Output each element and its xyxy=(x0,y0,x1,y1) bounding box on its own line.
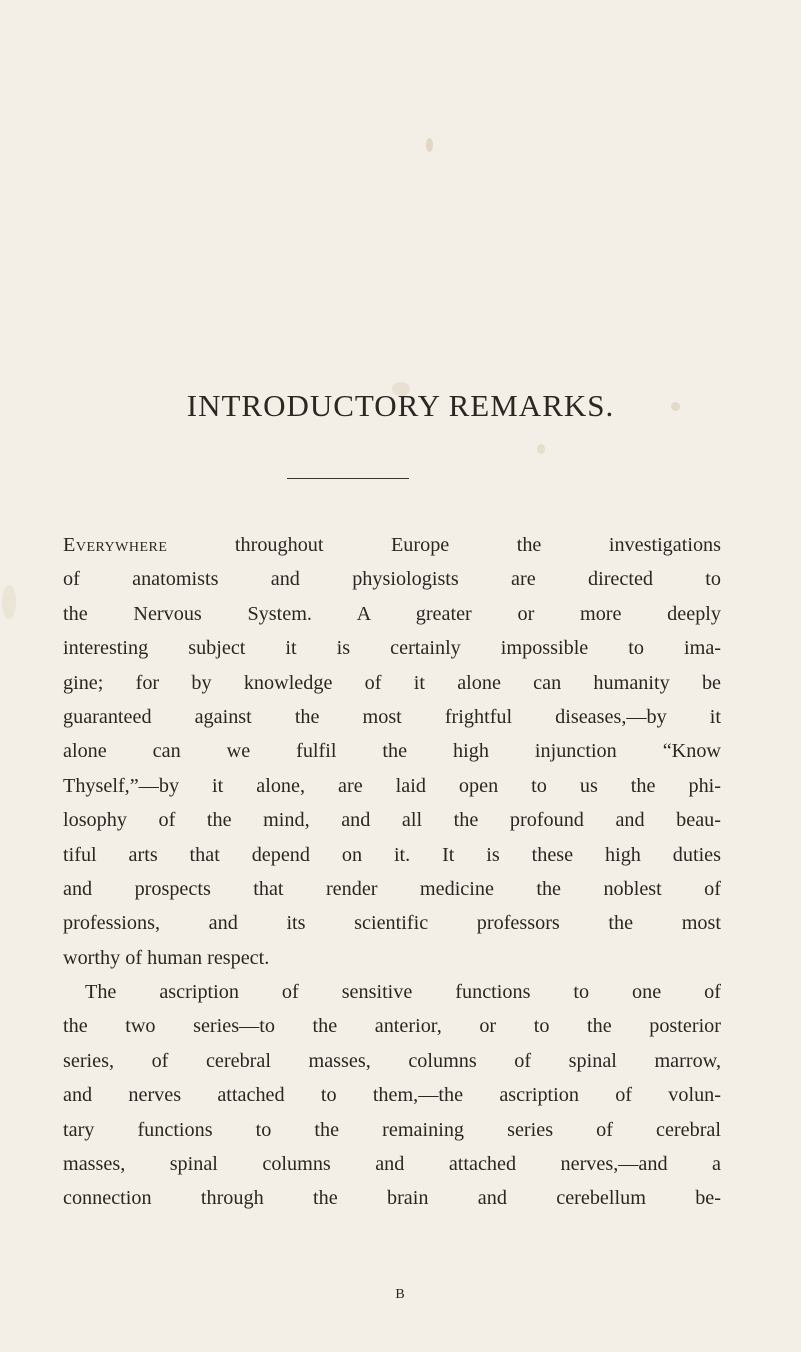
text-line: worthy of human respect. xyxy=(63,946,270,969)
paper-spot xyxy=(2,585,16,619)
paper-spot xyxy=(426,138,433,152)
drop-word: Everywhere xyxy=(63,534,168,556)
text-line: of anatomists and physiologists are directed to xyxy=(63,568,721,591)
text-line: series, of cerebral masses, columns of spinal marrow, xyxy=(63,1049,721,1072)
text-line: masses, spinal columns and attached nerves,—and a xyxy=(63,1153,721,1176)
text-line: interesting subject it is certainly impossible to ima- xyxy=(63,637,721,660)
text-line: tiful arts that depend on it. It is these high duties xyxy=(63,843,721,866)
signature-mark: B xyxy=(395,1287,406,1302)
text-line: professions, and its scientific professors the most xyxy=(63,912,721,935)
text-line: connection through the brain and cerebellum be- xyxy=(63,1187,721,1210)
paper-spot xyxy=(537,444,545,454)
text-line: alone can we fulfil the high injunction “Know xyxy=(63,740,721,763)
text-line: and prospects that render medicine the noblest of xyxy=(63,877,721,900)
text-line: the two series—to the anterior, or to the posterior xyxy=(63,1015,721,1038)
page-heading: INTRODUCTORY REMARKS. xyxy=(186,388,615,423)
text-line: the Nervous System. A greater or more deeply xyxy=(63,602,721,625)
text-line: losophy of the mind, and all the profound and beau- xyxy=(63,809,721,832)
text-line: Everywhere throughout Europe the investigations xyxy=(63,534,721,556)
text-line: Thyself,”—by it alone, are laid open to us the phi- xyxy=(63,774,721,797)
body-text xyxy=(63,528,721,1216)
text-line: and nerves attached to them,—the ascription of volun- xyxy=(63,1084,721,1107)
text-line: The ascription of sensitive functions to one of xyxy=(85,981,721,1004)
text-line: guaranteed against the most frightful diseases,—by it xyxy=(63,705,721,728)
text-line: tary functions to the remaining series of cerebral xyxy=(63,1118,721,1141)
text-line: gine; for by knowledge of it alone can humanity be xyxy=(63,671,721,694)
heading-divider xyxy=(287,478,409,479)
